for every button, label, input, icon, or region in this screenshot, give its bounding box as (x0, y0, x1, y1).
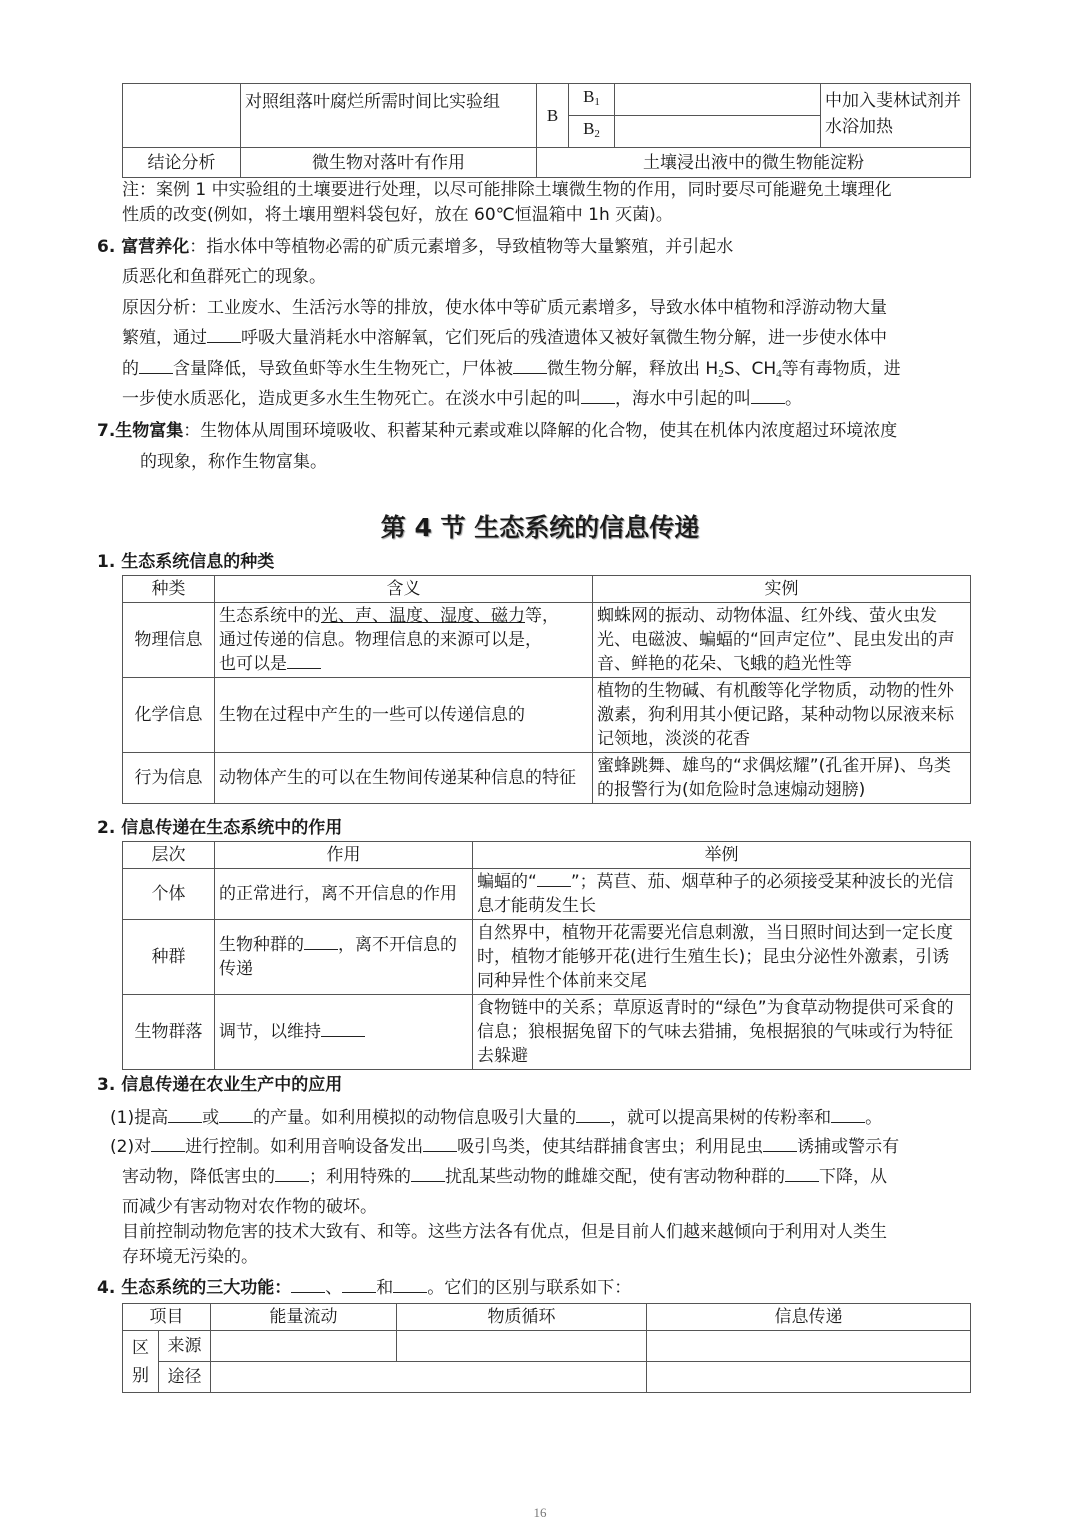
note-line-1: 注：案例 1 中实验组的土壤要进行处理，以尽可能排除土壤微生物的作用，同时要尽可能避免土壤理化 (122, 180, 892, 200)
header-meaning: 含义 (215, 576, 593, 603)
control-group-cell: 对照组落叶腐烂所需时间比实验组 (241, 84, 537, 148)
page-number: 16 (533, 1505, 547, 1520)
s3-para-4: 而减少有害动物对农作物的破坏。 (122, 1197, 377, 1217)
functions-table (122, 1303, 971, 1393)
s4-heading: 4. 生态系统的三大功能： 、 和 。它们的区别与联系如下： (97, 1278, 632, 1298)
row-label-route: 途径 (159, 1362, 211, 1393)
header-info-transfer: 信息传递 (647, 1304, 971, 1331)
header-role: 作用 (215, 842, 473, 869)
table-row: 个体 的正常进行，离不开信息的作用 蝙蝠的“ ”；莴苣、茄、烟草种子的必须接受某种波长的光信息才能萌发生长 (123, 869, 971, 920)
cell-energy-material-route[interactable] (211, 1362, 647, 1393)
s3-para-5: 目前控制动物危害的技术大致有、和等。这些方法各有优点，但是目前人们越来越倾向于利用对人类生 (122, 1222, 887, 1242)
analysis-line-2: 繁殖，通过 呼吸大量消耗水中溶解氧，它们死后的残渣遗体又被好氧微生物分解，进一步使水体中 (122, 328, 887, 348)
cell-info-route[interactable] (647, 1362, 971, 1393)
empty-cell (123, 84, 241, 148)
item7-heading: 7.生物富集：生物体从周围环境吸收、积蓄某种元素或难以降解的化合物，使其在机体内浓度超过环境浓度 (97, 421, 898, 441)
s2-heading: 2. 信息传递在生态系统中的作用 (97, 818, 343, 838)
item6-heading: 6. 富营养化：指水体中等植物必需的矿质元素增多，导致植物等大量繁殖，并引起水 (97, 237, 734, 257)
table-row: 种群 生物种群的 ，离不开信息的传递 自然界中，植物开花需要光信息刺激，当日照时间达到一定长度时，植物才能够开花(进行生殖生长)；昆虫分泌性外激素，引诱同种异性个体前来交尾 (123, 920, 971, 995)
header-energy-flow: 能量流动 (211, 1304, 397, 1331)
header-instance: 举例 (473, 842, 971, 869)
header-example: 实例 (593, 576, 971, 603)
info-types-table (122, 575, 971, 804)
s3-para-2: (2)对 进行控制。如利用音响设备发出 吸引鸟类，使其结群捕食害虫；利用昆虫 诱捕或警示有 (110, 1137, 900, 1157)
item7-def-2: 的现象，称作生物富集。 (140, 452, 327, 472)
b2-result-cell (615, 116, 821, 148)
cell-info-source[interactable] (647, 1331, 971, 1362)
s3-para-6: 存环境无污染的。 (122, 1247, 258, 1267)
cell-energy-source[interactable] (211, 1331, 397, 1362)
table-row: 行为信息 动物体产生的可以在生物间传递某种信息的特征 蜜蜂跳舞、雄鸟的“求偶炫耀”(孔雀开屏)、鸟类的报警行为(如危险时急速煽动翅膀) (123, 753, 971, 804)
s3-para-3: 害动物，降低害虫的 ；利用特殊的 扰乱某些动物的雌雄交配，使有害动物种群的 下降，从 (122, 1167, 887, 1187)
conclusion-leaves: 微生物对落叶有作用 (241, 148, 537, 178)
analysis-line-4: 一步使水质恶化，造成更多水生生物死亡。在淡水中引起的叫 ，海水中引起的叫 。 (122, 389, 802, 409)
s3-heading: 3. 信息传递在农业生产中的应用 (97, 1075, 343, 1095)
group-b1-cell: $B_1$ (569, 84, 615, 116)
reagent-cell: 中加入斐林试剂并水浴加热 (821, 84, 971, 148)
b1-result-cell (615, 84, 821, 116)
s1-heading: 1. 生态系统信息的种类 (97, 552, 275, 572)
analysis-line-3: 的 含量降低，导致鱼虾等水生生物死亡，尸体被 微生物分解，释放出 $H_2S$、$CH_4$等有毒物质，进 (122, 359, 901, 380)
header-material-cycle: 物质循环 (397, 1304, 647, 1331)
conclusion-label: 结论分析 (123, 148, 241, 178)
table-row: 化学信息 生物在过程中产生的一些可以传递信息的 植物的生物碱、有机酸等化学物质，动物的性外激素，狗利用其小便记路，某种动物以尿液来标记领地，淡淡的花香 (123, 678, 971, 753)
row-label-source: 来源 (159, 1331, 211, 1362)
group-b-cell: B (537, 84, 569, 148)
table-row: 物理信息 生态系统中的光、声、温度、湿度、磁力等， 通过传递的信息。物理信息的来源可以是， 也可以是 蜘蛛网的振动、动物体温、红外线、萤火虫发光、电磁波、蝙蝠的“回声定位”、昆虫发出的声音、鲜艳的花朵、飞蛾的趋光性等 (123, 603, 971, 678)
cell-material-source[interactable] (397, 1331, 647, 1362)
item6-def-2: 质恶化和鱼群死亡的现象。 (122, 267, 326, 287)
table-row: 生物群落 调节，以维持 食物链中的关系；草原返青时的“绿色”为食草动物提供可采食的信息；狼根据兔留下的气味去猎捕，兔根据狼的气味或行为特征去躲避 (123, 995, 971, 1070)
header-item: 项目 (123, 1304, 211, 1331)
analysis-line-1: 原因分析：工业废水、生活污水等的排放，使水体中等矿质元素增多，导致水体中植物和浮游动物大量 (122, 298, 887, 318)
group-b2-cell: $B_2$ (569, 116, 615, 148)
info-roles-table (122, 841, 971, 1070)
experiment-table (122, 83, 971, 178)
s3-para-1: (1)提高 或 的产量。如利用模拟的动物信息吸引大量的 ，就可以提高果树的传粉率和 。 (110, 1108, 883, 1128)
header-type: 种类 (123, 576, 215, 603)
group-label: 区别 (123, 1331, 159, 1393)
conclusion-starch: 土壤浸出液中的微生物能淀粉 (537, 148, 971, 178)
section-title: 第 4 节 生态系统的信息传递 (380, 513, 700, 542)
header-level: 层次 (123, 842, 215, 869)
note-line-2: 性质的改变(例如，将土壤用塑料袋包好，放在 60℃恒温箱中 1h 灭菌)。 (122, 205, 673, 225)
